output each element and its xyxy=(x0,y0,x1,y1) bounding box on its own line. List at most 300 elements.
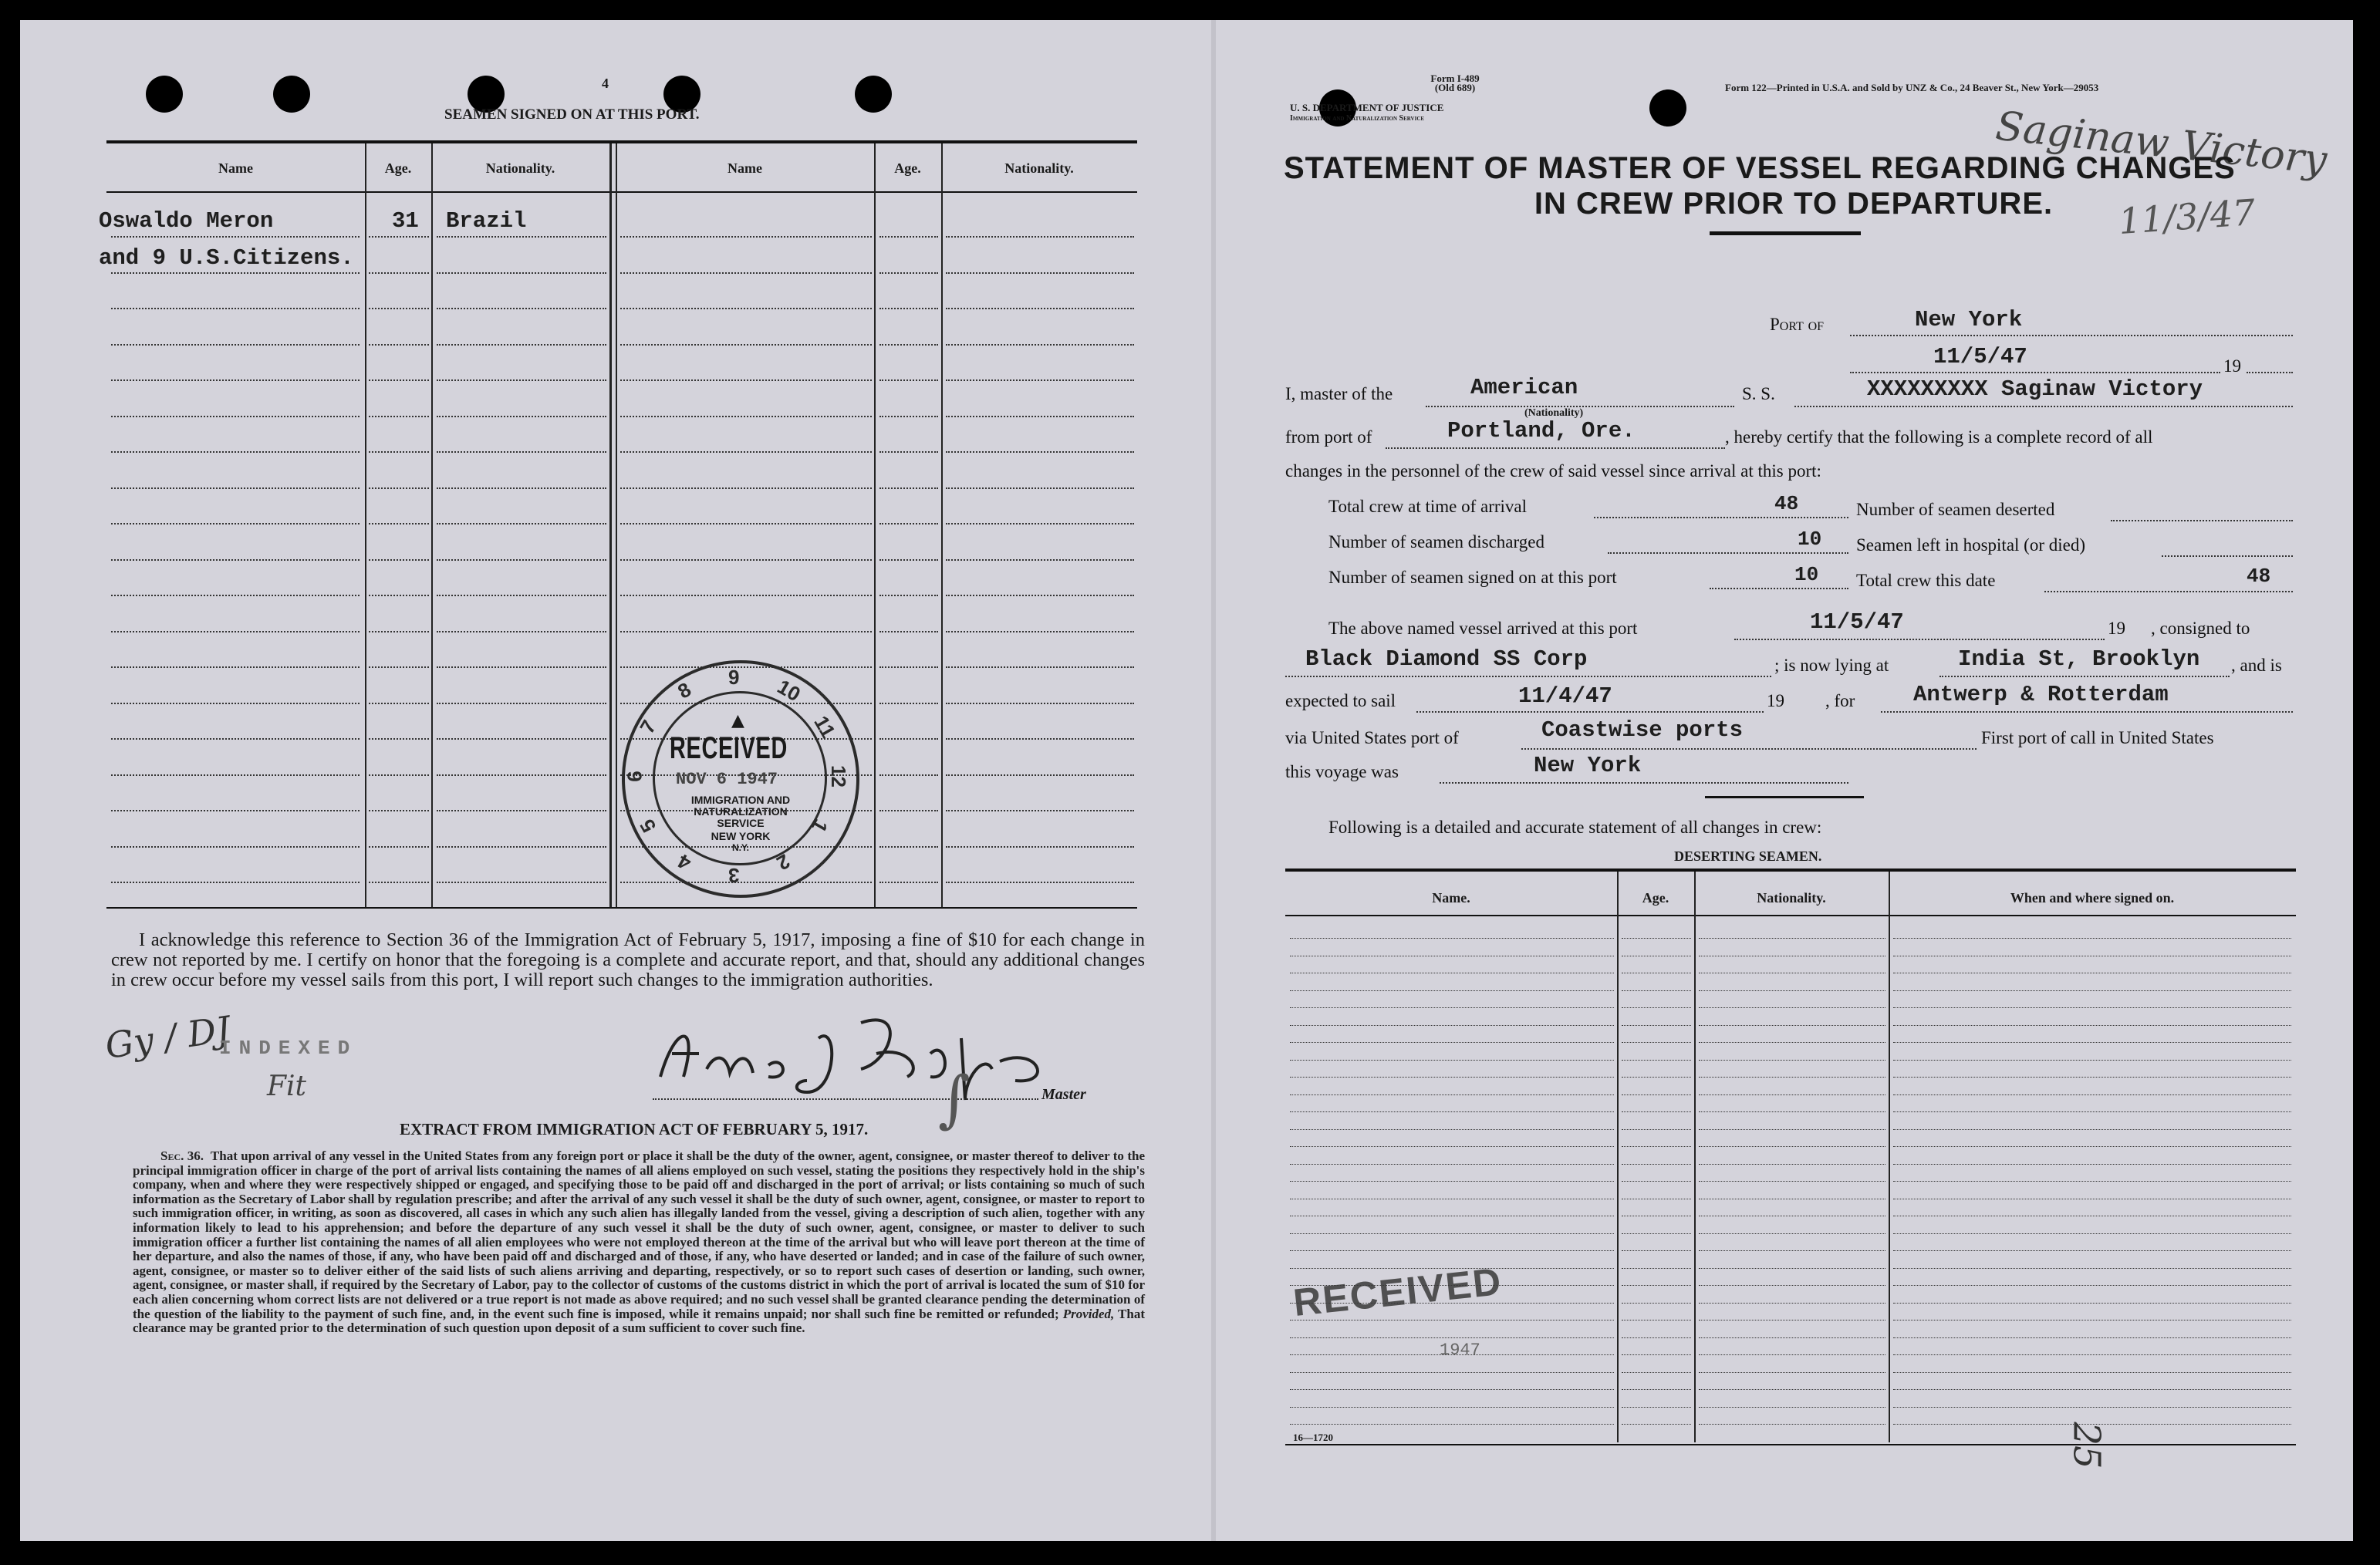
and-is-label: , and is xyxy=(2231,656,2282,675)
ruled-row-line xyxy=(1893,1146,2291,1147)
column-divider xyxy=(616,143,617,907)
ruled-row-line xyxy=(946,451,1134,453)
punch-hole xyxy=(146,76,183,113)
stamp-state: N.Y. xyxy=(731,842,749,853)
ruled-row-line xyxy=(879,595,938,596)
consignee-value: Black Diamond SS Corp xyxy=(1305,646,1588,672)
year-prefix: 19 xyxy=(2223,356,2241,376)
ruled-row-line xyxy=(437,595,606,596)
ruled-row-line xyxy=(946,379,1134,381)
printer-line: Form 122—Printed in U.S.A. and Sold by UNZ & Co., 24 Beaver St., New York—29053 xyxy=(1725,82,2099,93)
ruled-row-line xyxy=(111,882,360,883)
stamp-clock-numeral: 5 xyxy=(635,815,661,837)
certify-text: , hereby certify that the following is a complete record of all xyxy=(1725,427,2153,447)
ruled-row-line xyxy=(369,451,429,453)
ruled-row-line xyxy=(111,846,360,848)
lying-line xyxy=(1939,676,2230,677)
ruled-row-line xyxy=(369,272,429,274)
ruled-row-line xyxy=(369,308,429,309)
ruled-row-line xyxy=(1290,1372,1614,1373)
ruled-row-line xyxy=(369,379,429,381)
ruled-row-line xyxy=(111,666,360,668)
ruled-row-line xyxy=(879,308,938,309)
ruled-row-line xyxy=(1622,1025,1691,1026)
expected-value: 11/4/47 xyxy=(1518,683,1612,709)
ruled-row-line xyxy=(1290,1250,1614,1251)
stamp-clock-numeral: 12 xyxy=(826,765,850,788)
stamp-clock-numeral: 11 xyxy=(809,711,840,742)
ruled-row-line xyxy=(1893,1250,2291,1251)
master-signature xyxy=(653,1007,1100,1108)
ruled-row-line xyxy=(1893,1303,2291,1304)
bottom-stamp-date: 1947 xyxy=(1440,1341,1480,1360)
handwritten-date: 11/3/47 xyxy=(2117,191,2257,243)
ruled-row-line xyxy=(879,703,938,704)
ruled-row-line xyxy=(1699,1094,1885,1095)
discharged-value: 10 xyxy=(1798,528,1822,551)
column-header: Nationality. xyxy=(1004,160,1074,176)
ss-line xyxy=(1794,406,2293,407)
extract-section: Sec. 36. xyxy=(160,1148,204,1163)
page-number: 4 xyxy=(602,76,609,91)
ruled-row-line xyxy=(620,344,872,346)
year-line xyxy=(2247,372,2293,373)
ruled-row-line xyxy=(879,631,938,632)
ruled-row-line xyxy=(1290,1389,1614,1390)
table-top-rule xyxy=(106,140,1137,143)
ruled-row-line xyxy=(1622,1337,1691,1338)
seaman-nationality: Brazil xyxy=(446,208,527,234)
signature-flourish-icon: ∫ xyxy=(938,1063,971,1135)
ruled-row-line xyxy=(1893,1025,2291,1026)
ruled-row-line xyxy=(946,846,1134,848)
stat-line xyxy=(2111,520,2293,521)
ruled-row-line xyxy=(1290,1337,1614,1338)
ruled-row-line xyxy=(369,882,429,883)
ruled-row-line xyxy=(1622,1407,1691,1408)
ruled-row-line xyxy=(369,703,429,704)
ruled-row-line xyxy=(111,559,360,561)
ruled-row-line xyxy=(437,810,606,811)
ruled-row-line xyxy=(620,595,872,596)
ruled-row-line xyxy=(946,595,1134,596)
ruled-row-line xyxy=(1893,1181,2291,1182)
ruled-row-line xyxy=(1622,1111,1691,1112)
signature-line xyxy=(653,1098,1038,1100)
extract-provided: Provided, xyxy=(1062,1306,1115,1321)
ruled-row-line xyxy=(620,416,872,417)
ruled-row-line xyxy=(1622,1094,1691,1095)
ruled-row-line xyxy=(1622,1146,1691,1147)
ruled-row-line xyxy=(1699,1181,1885,1182)
acknowledgement-text: I acknowledge this reference to Section 36 of the Immigration Act of February 5, 1917, imposing a fine of $10 for each change in crew not reported by me. I certify on honor that the foregoing is a complete and accurate report, and that, should any additional changes in crew occur before my vessel sails from this port, I will report such changes to the immigration authorities. xyxy=(111,929,1145,990)
ruled-row-line xyxy=(111,236,360,238)
column-header: Name xyxy=(218,160,253,176)
deserting-column-header: Nationality. xyxy=(1757,890,1826,906)
ruled-row-line xyxy=(879,236,938,238)
ruled-row-line xyxy=(620,559,872,561)
ruled-row-line xyxy=(1699,1060,1885,1061)
ruled-row-line xyxy=(437,631,606,632)
ruled-row-line xyxy=(620,523,872,524)
ruled-row-line xyxy=(437,666,606,668)
ruled-row-line xyxy=(1622,1042,1691,1043)
ruled-row-line xyxy=(1893,938,2291,939)
seaman-name: and 9 U.S.Citizens. xyxy=(99,245,354,271)
ruled-row-line xyxy=(437,738,606,740)
ruled-row-line xyxy=(111,344,360,346)
stat-line xyxy=(2162,555,2293,557)
ruled-row-line xyxy=(111,487,360,489)
ruled-row-line xyxy=(946,487,1134,489)
changes-text: changes in the personnel of the crew of said vessel since arrival at this port: xyxy=(1285,461,1821,481)
this-voyage-value: New York xyxy=(1534,753,1642,778)
ss-value: XXXXXXXXX Saginaw Victory xyxy=(1867,376,2203,402)
ruled-row-line xyxy=(111,272,360,274)
stamp-city: NEW YORK xyxy=(711,830,771,842)
ruled-row-line xyxy=(1290,1129,1614,1130)
section-divider xyxy=(1705,796,1864,798)
ruled-row-line xyxy=(946,236,1134,238)
ruled-row-line xyxy=(1893,1407,2291,1408)
ruled-row-line xyxy=(1893,1372,2291,1373)
ruled-row-line xyxy=(369,559,429,561)
ruled-row-line xyxy=(1893,1337,2291,1338)
column-divider xyxy=(1617,872,1619,1442)
lying-label: ; is now lying at xyxy=(1774,656,1889,675)
signed-on-label: Number of seamen signed on at this port xyxy=(1328,568,1617,587)
ruled-row-line xyxy=(369,774,429,776)
ruled-row-line xyxy=(1893,1268,2291,1269)
ruled-row-line xyxy=(879,523,938,524)
extract-tail: That clearance may be granted prior to the determination of such question upon deposit of a sum sufficient to cover such fine. xyxy=(133,1306,1146,1336)
year-prefix: 19 xyxy=(2108,619,2125,638)
form-number-block xyxy=(1370,74,1540,93)
for-line xyxy=(1881,711,2293,713)
column-divider xyxy=(1889,872,1890,1442)
ruled-row-line xyxy=(1622,990,1691,991)
punch-hole xyxy=(1649,89,1686,126)
ruled-row-line xyxy=(1699,1389,1885,1390)
ruled-row-line xyxy=(1699,1146,1885,1147)
for-label: , for xyxy=(1825,691,1855,710)
ruled-row-line xyxy=(1290,1424,1614,1425)
arrived-line xyxy=(1734,639,2105,640)
ruled-row-line xyxy=(1622,1060,1691,1061)
from-port-line xyxy=(1386,447,1725,449)
form-title-line-2: IN CREW PRIOR TO DEPARTURE. xyxy=(1534,187,2054,221)
ruled-row-line xyxy=(437,272,606,274)
deserting-table-bottom-rule xyxy=(1285,1444,2296,1445)
deserting-column-header: When and where signed on. xyxy=(2010,890,2175,906)
initials-handwriting: Gy / DJ xyxy=(103,1007,233,1068)
ruled-row-line xyxy=(1290,1181,1614,1182)
total-crew-date-label: Total crew this date xyxy=(1856,571,1996,590)
for-value: Antwerp & Rotterdam xyxy=(1913,682,2169,707)
extract-text xyxy=(133,1149,1145,1336)
ruled-row-line xyxy=(369,595,429,596)
ruled-row-line xyxy=(437,487,606,489)
ruled-row-line xyxy=(946,272,1134,274)
master-of-label: I, master of the xyxy=(1285,384,1393,403)
arrived-value: 11/5/47 xyxy=(1810,609,1904,635)
ruled-row-line xyxy=(1290,938,1614,939)
ruled-row-line xyxy=(369,846,429,848)
column-header: Nationality. xyxy=(485,160,555,176)
ruled-row-line xyxy=(1699,1250,1885,1251)
ruled-row-line xyxy=(946,774,1134,776)
ruled-row-line xyxy=(1622,1233,1691,1234)
stamp-arrow-icon: ▲ xyxy=(731,711,744,730)
stamp-date: NOV 6 1947 xyxy=(676,770,778,789)
ruled-row-line xyxy=(369,523,429,524)
ruled-row-line xyxy=(1893,1042,2291,1043)
table-header-rule xyxy=(106,191,1137,193)
ruled-row-line xyxy=(369,738,429,740)
ruled-row-line xyxy=(946,523,1134,524)
ruled-row-line xyxy=(946,666,1134,668)
stamp-clock-numeral: 8 xyxy=(673,677,695,703)
ruled-row-line xyxy=(1699,1164,1885,1165)
ruled-row-line xyxy=(1622,1354,1691,1355)
ruled-row-line xyxy=(437,846,606,848)
ruled-row-line xyxy=(1893,1354,2291,1355)
received-stamp xyxy=(622,660,859,898)
ruled-row-line xyxy=(1290,1111,1614,1112)
stamp-clock-numeral: 7 xyxy=(635,716,661,738)
ruled-row-line xyxy=(437,344,606,346)
ruled-row-line xyxy=(1893,1164,2291,1165)
ruled-row-line xyxy=(879,487,938,489)
from-port-label: from port of xyxy=(1285,427,1372,447)
ruled-row-line xyxy=(369,344,429,346)
ruled-row-line xyxy=(1290,990,1614,991)
ruled-row-line xyxy=(620,487,872,489)
ruled-row-line xyxy=(620,379,872,381)
stamp-clock-numeral: 10 xyxy=(773,674,805,707)
ruled-row-line xyxy=(1893,1285,2291,1286)
stamp-received-word: RECEIVED xyxy=(670,731,788,765)
ruled-row-line xyxy=(111,595,360,596)
deserting-column-header: Age. xyxy=(1642,890,1669,906)
ruled-row-line xyxy=(1622,1268,1691,1269)
ruled-row-line xyxy=(1290,1007,1614,1008)
year-prefix: 19 xyxy=(1767,691,1784,710)
handwritten-vessel: Saginaw Victory xyxy=(1993,103,2329,184)
ruled-row-line xyxy=(879,666,938,668)
consigned-label: , consigned to xyxy=(2151,619,2250,638)
ruled-row-line xyxy=(1699,1129,1885,1130)
ruled-row-line xyxy=(1290,1164,1614,1165)
stamp-clock-numeral: 6 xyxy=(623,771,646,782)
ruled-row-line xyxy=(1290,1233,1614,1234)
center-fold xyxy=(1211,20,1216,1541)
ruled-row-line xyxy=(437,451,606,453)
ruled-row-line xyxy=(1893,990,2291,991)
ruled-row-line xyxy=(620,236,872,238)
bottom-received-stamp: RECEIVED xyxy=(1291,1259,1504,1325)
ruled-row-line xyxy=(111,416,360,417)
ruled-row-line xyxy=(437,523,606,524)
ruled-row-line xyxy=(1699,1111,1885,1112)
total-crew-arrival-label: Total crew at time of arrival xyxy=(1328,497,1528,516)
ruled-row-line xyxy=(1622,1181,1691,1182)
ruled-row-line xyxy=(1699,1303,1885,1304)
via-value: Coastwise ports xyxy=(1541,717,1744,743)
ruled-row-line xyxy=(1699,1372,1885,1373)
ruled-row-line xyxy=(1893,1094,2291,1095)
ruled-row-line xyxy=(1290,1146,1614,1147)
ruled-row-line xyxy=(437,379,606,381)
ruled-row-line xyxy=(1893,1389,2291,1390)
ruled-row-line xyxy=(437,308,606,309)
ruled-row-line xyxy=(879,451,938,453)
column-divider xyxy=(609,143,612,907)
ruled-row-line xyxy=(111,810,360,811)
ruled-row-line xyxy=(946,344,1134,346)
this-voyage-label: this voyage was xyxy=(1285,762,1399,781)
ruled-row-line xyxy=(437,236,606,238)
ruled-row-line xyxy=(1290,1042,1614,1043)
ruled-row-line xyxy=(1290,1025,1614,1026)
port-label: Port of xyxy=(1770,315,1825,334)
ruled-row-line xyxy=(1699,1354,1885,1355)
ruled-row-line xyxy=(620,272,872,274)
ruled-row-line xyxy=(1699,1233,1885,1234)
ruled-row-line xyxy=(1622,1372,1691,1373)
column-header: Age. xyxy=(894,160,921,176)
signed-on-value: 10 xyxy=(1794,563,1819,586)
ruled-row-line xyxy=(1622,1164,1691,1165)
ruled-row-line xyxy=(1699,1407,1885,1408)
discharged-label: Number of seamen discharged xyxy=(1328,532,1544,551)
following-text: Following is a detailed and accurate statement of all changes in crew: xyxy=(1328,818,1822,837)
ruled-row-line xyxy=(620,631,872,632)
ruled-row-line xyxy=(437,559,606,561)
form-old-number: (Old 689) xyxy=(1434,82,1476,93)
date-line xyxy=(1850,372,2220,373)
ruled-row-line xyxy=(1622,1285,1691,1286)
via-line xyxy=(1521,748,1977,750)
ruled-row-line xyxy=(1699,990,1885,991)
extract-body: That upon arrival of any vessel in the United States from any foreign port or place it shall be the duty of the owner, agent, consignee, or master thereof to deliver to the principal immigration officer in charge of the port of arrival lists containing the names of all aliens employed on such vessel, stating the positions they respectively hold in the ship's company, when and where they were respectively shipped or engaged, and specifying those to be paid off and discharged in the port of arrival; or lists containing so much of such information as the Secretary of Labor shall by regulation prescribe; and after the arrival of any such vessel it shall be the duty of such owner, agent, consignee, or master to report to such immigration officer, in writing, as soon as discovered, all cases in which any such alien has illegally landed from the vessel, giving a description of such alien, together with any information likely to lead to his apprehension; and before the departure of any such vessel it shall be the duty of such owner, agent, consignee, or master to deliver to such immigration officer a further list containing the names of all alien employees who were not employed thereon at the time of the arrival but who will leave port thereon at the time of her departure, and also the names of those, if any, who have been paid off and discharged and of those, if any, who have deserted or landed; and in case of the failure of such owner, agent, consignee, or master so to deliver either of the said lists of such aliens arriving and departing, respectively, or so to report such cases of desertion or landing, such owner, agent, consignee, or master shall, if required by the Secretary of Labor, pay to the collector of customs of the customs district in which the port of arrival is located the sum of $10 for each alien concerning whom correct lists are not delivered or a true report is not made as above required; and no such vessel shall be granted clearance pending the determination of the question of the liability to the payment of such fine, and, in the event such fine is imposed, while it remains unpaid; nor shall such fine be remitted or refunded; xyxy=(133,1148,1146,1321)
stamp-clock-numeral: 9 xyxy=(728,666,740,689)
consignee-line xyxy=(1285,676,1771,677)
hospital-label: Seamen left in hospital (or died) xyxy=(1856,535,2086,555)
nationality-value: American xyxy=(1470,375,1578,400)
nationality-caption: (Nationality) xyxy=(1524,407,1584,419)
ruled-row-line xyxy=(111,774,360,776)
expected-line xyxy=(1416,711,1764,713)
expected-label: expected to sail xyxy=(1285,691,1396,710)
stamp-agency: IMMIGRATION AND NATURALIZATION SERVICE xyxy=(690,794,791,829)
ruled-row-line xyxy=(620,451,872,453)
ruled-row-line xyxy=(620,308,872,309)
ruled-row-line xyxy=(946,738,1134,740)
deserted-label: Number of seamen deserted xyxy=(1856,500,2055,519)
department-name: U. S. DEPARTMENT OF JUSTICE xyxy=(1290,102,1444,113)
ruled-row-line xyxy=(1699,938,1885,939)
ruled-row-line xyxy=(1622,938,1691,939)
port-line xyxy=(1850,335,2293,336)
stat-line xyxy=(2044,591,2293,592)
column-divider xyxy=(1694,872,1696,1442)
ruled-row-line xyxy=(1699,1337,1885,1338)
table-bottom-rule xyxy=(106,907,1137,909)
document-sheet xyxy=(20,20,2353,1541)
lying-value: India St, Brooklyn xyxy=(1958,646,2200,672)
column-divider xyxy=(874,143,876,907)
ruled-row-line xyxy=(879,882,938,883)
ruled-row-line xyxy=(111,451,360,453)
ss-label: S. S. xyxy=(1742,384,1775,403)
column-header: Age. xyxy=(384,160,412,176)
stat-line xyxy=(1608,552,1848,554)
from-port-value: Portland, Ore. xyxy=(1447,418,1636,444)
ruled-row-line xyxy=(1699,1025,1885,1026)
ruled-row-line xyxy=(111,523,360,524)
ruled-row-line xyxy=(111,738,360,740)
column-header: Name xyxy=(728,160,762,176)
ruled-row-line xyxy=(879,846,938,848)
title-underline xyxy=(1710,231,1861,235)
column-divider xyxy=(431,143,433,907)
ruled-row-line xyxy=(946,882,1134,883)
port-value: New York xyxy=(1915,307,2023,332)
column-divider xyxy=(365,143,366,907)
extract-title: EXTRACT FROM IMMIGRATION ACT OF FEBRUARY 5, 1917. xyxy=(400,1120,869,1138)
ruled-row-line xyxy=(1622,1077,1691,1078)
ruled-row-line xyxy=(1699,1424,1885,1425)
ruled-row-line xyxy=(1622,1424,1691,1425)
column-divider xyxy=(941,143,943,907)
ruled-row-line xyxy=(1290,1077,1614,1078)
stat-line xyxy=(1594,517,1848,518)
ruled-row-line xyxy=(437,882,606,883)
master-label: Master xyxy=(1041,1086,1086,1103)
indexed-stamp: INDEXED xyxy=(219,1037,358,1060)
ruled-row-line xyxy=(1622,1250,1691,1251)
ruled-row-line xyxy=(437,774,606,776)
via-label: via United States port of xyxy=(1285,728,1459,747)
ruled-row-line xyxy=(111,631,360,632)
ruled-row-line xyxy=(1893,1007,2291,1008)
ruled-row-line xyxy=(946,810,1134,811)
ruled-row-line xyxy=(879,738,938,740)
first-port-label: First port of call in United States xyxy=(1981,728,2214,747)
footer-code: 16—1720 xyxy=(1293,1432,1333,1443)
deserting-title: DESERTING SEAMEN. xyxy=(1674,848,1822,864)
ruled-row-line xyxy=(1290,1407,1614,1408)
ruled-row-line xyxy=(879,810,938,811)
deserting-column-header: Name. xyxy=(1432,890,1470,906)
ruled-row-line xyxy=(369,810,429,811)
ruled-row-line xyxy=(879,559,938,561)
seaman-name: Oswaldo Meron xyxy=(99,208,274,234)
deserting-table-header-rule xyxy=(1285,915,2296,916)
ruled-row-line xyxy=(1893,1077,2291,1078)
corner-number: 25 xyxy=(2064,1422,2108,1469)
stamp-clock-numeral: 4 xyxy=(673,849,695,875)
ruled-row-line xyxy=(437,703,606,704)
ruled-row-line xyxy=(437,416,606,417)
stat-line xyxy=(1710,588,1848,589)
ruled-row-line xyxy=(946,416,1134,417)
ruled-row-line xyxy=(1622,1303,1691,1304)
ruled-row-line xyxy=(1622,1389,1691,1390)
form-number: Form I-489 xyxy=(1430,73,1480,84)
ruled-row-line xyxy=(879,416,938,417)
